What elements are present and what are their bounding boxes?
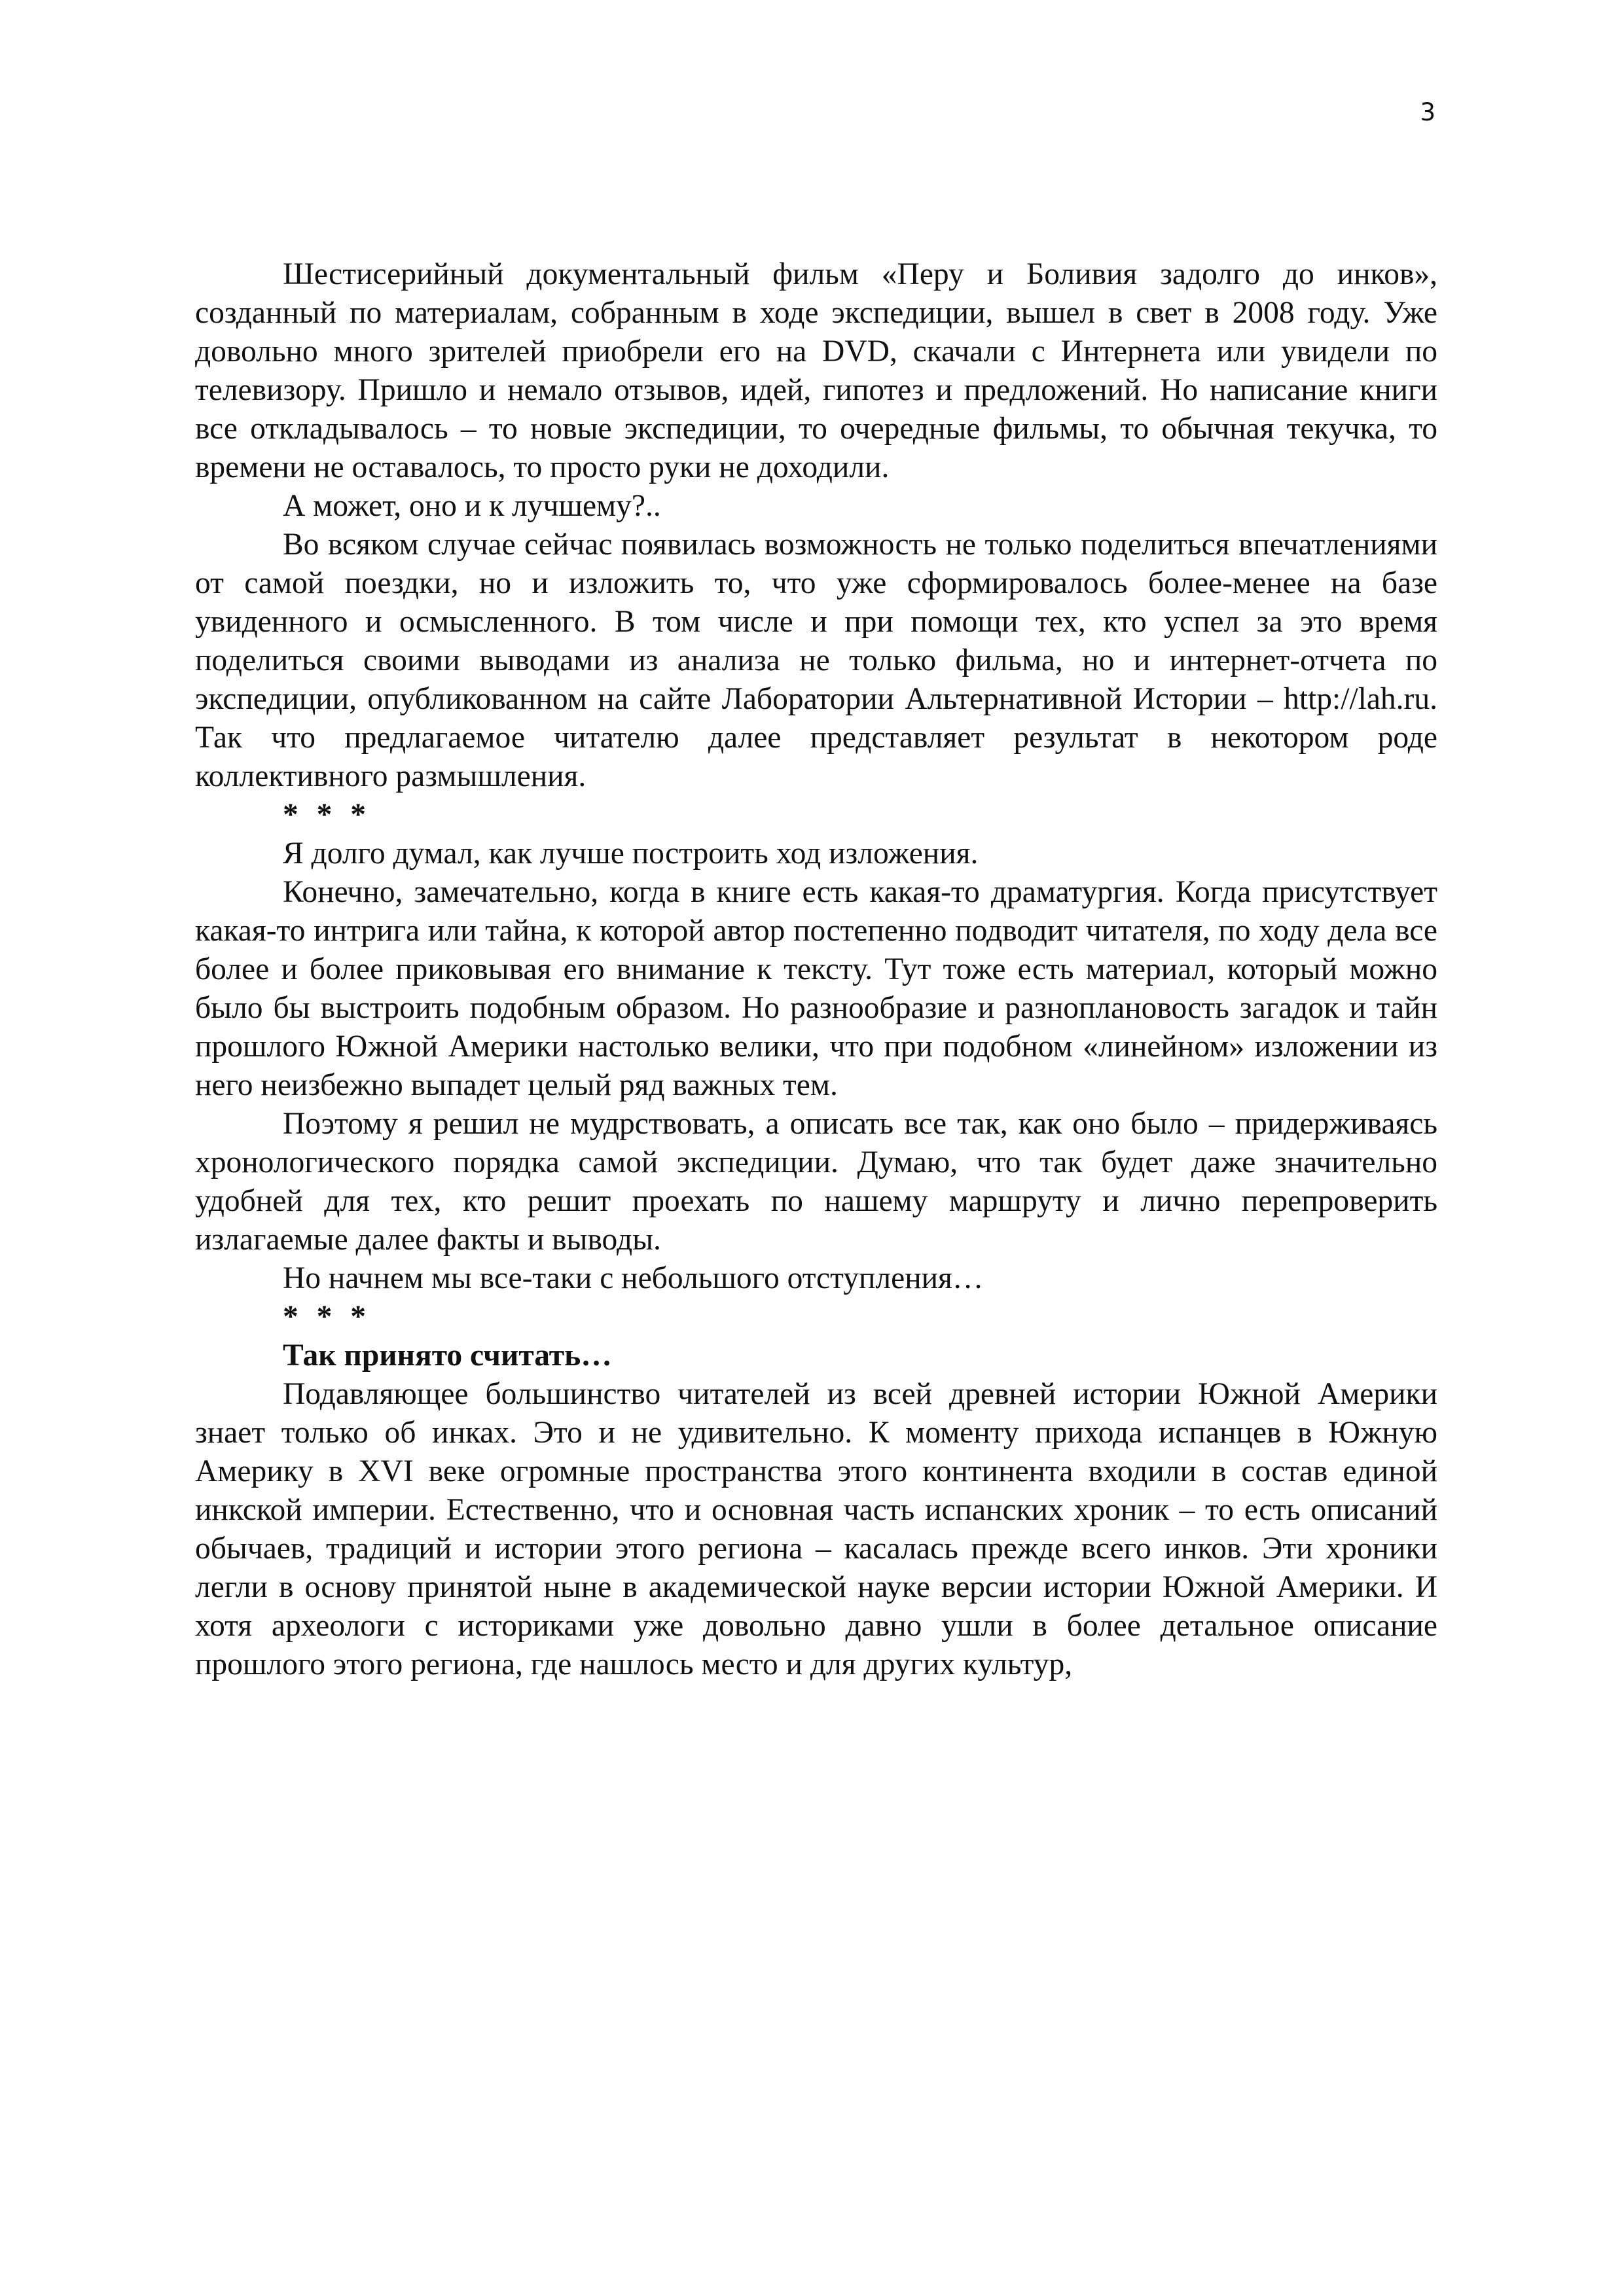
section-separator: * * * <box>283 798 371 832</box>
paragraph-film-release: Шестисерийный документальный фильм «Перу и Боливия задолго до инков», созданный по материалам, собранным в ходе экспедиции, вышел в свет в 2008 году. Уже довольно много зрителей приобрели его на DVD, скачали с Интернета или увидели по телевизору. Пришло и немало отзывов, идей, гипотез и предложений. Но написание книги все откладывалось – то новые экспедиции, то очередные фильмы, то обычная текучка, то времени не оставалось, то просто руки не доходили. <box>195 257 1437 484</box>
paragraph-chronological-order: Поэтому я решил не мудрствовать, а описать все так, как оно было – придерживаясь хронологического порядка самой экспедиции. Думаю, что так будет даже значительно удобней для тех, кто решит проехать по нашему маршруту и лично перепроверить излагаемые далее факты и выводы. <box>195 1107 1437 1257</box>
section-separator: * * * <box>283 1300 371 1334</box>
paragraph-incas-history: Подавляющее большинство читателей из всей древней истории Южной Америки знает только об инках. Это и не удивительно. К моменту прихода испанцев в Южную Америку в XVI веке огромные пространства этого континента входили в состав единой инкской империи. Естественно, что и основная часть испанских хроник – то есть описаний обычаев, традиций и истории этого региона – касалась прежде всего инков. Эти хроники легли в основу принятой ныне в академической науке версии истории Южной Америки. И хотя археологи с историками уже довольно давно ушли в более детальное описание прошлого этого региона, где нашлось место и для других культур, <box>195 1377 1437 1681</box>
paragraph-maybe-better: А может, оно и к лучшему?.. <box>283 489 661 523</box>
section-title: Так принято считать… <box>283 1338 612 1372</box>
page-body <box>195 255 1437 1684</box>
paragraph-thought-long: Я долго думал, как лучше построить ход изложения. <box>283 836 979 870</box>
paragraph-dramaturgy: Конечно, замечательно, когда в книге есть какая-то драматургия. Когда присутствует какая-то интрига или тайна, к которой автор постепенно подводит читателя, по ходу дела все более и более приковывая его внимание к тексту. Тут тоже есть материал, который можно было бы выстроить подобным образом. Но разнообразие и разноплановость загадок и тайн прошлого Южной Америки настолько велики, что при подобном «линейном» изложении из него неизбежно выпадет целый ряд важных тем. <box>195 875 1437 1102</box>
page-number: 3 <box>1420 98 1435 126</box>
paragraph-digression: Но начнем мы все-таки с небольшого отступления… <box>283 1261 984 1295</box>
paragraph-collective-reflection: Во всяком случае сейчас появилась возможность не только поделиться впечатлениями от самой поездки, но и изложить то, что уже сформировалось более-менее на базе увиденного и осмысленного. В том числе и при помощи тех, кто успел за это время поделиться своими выводами из анализа не только фильма, но и интернет-отчета по экспедиции, опубликованном на сайте Лаборатории Альтернативной Истории – http://lah.ru. Так что предлагаемое читателю далее представляет результат в некотором роде коллективного размышления. <box>195 528 1437 793</box>
